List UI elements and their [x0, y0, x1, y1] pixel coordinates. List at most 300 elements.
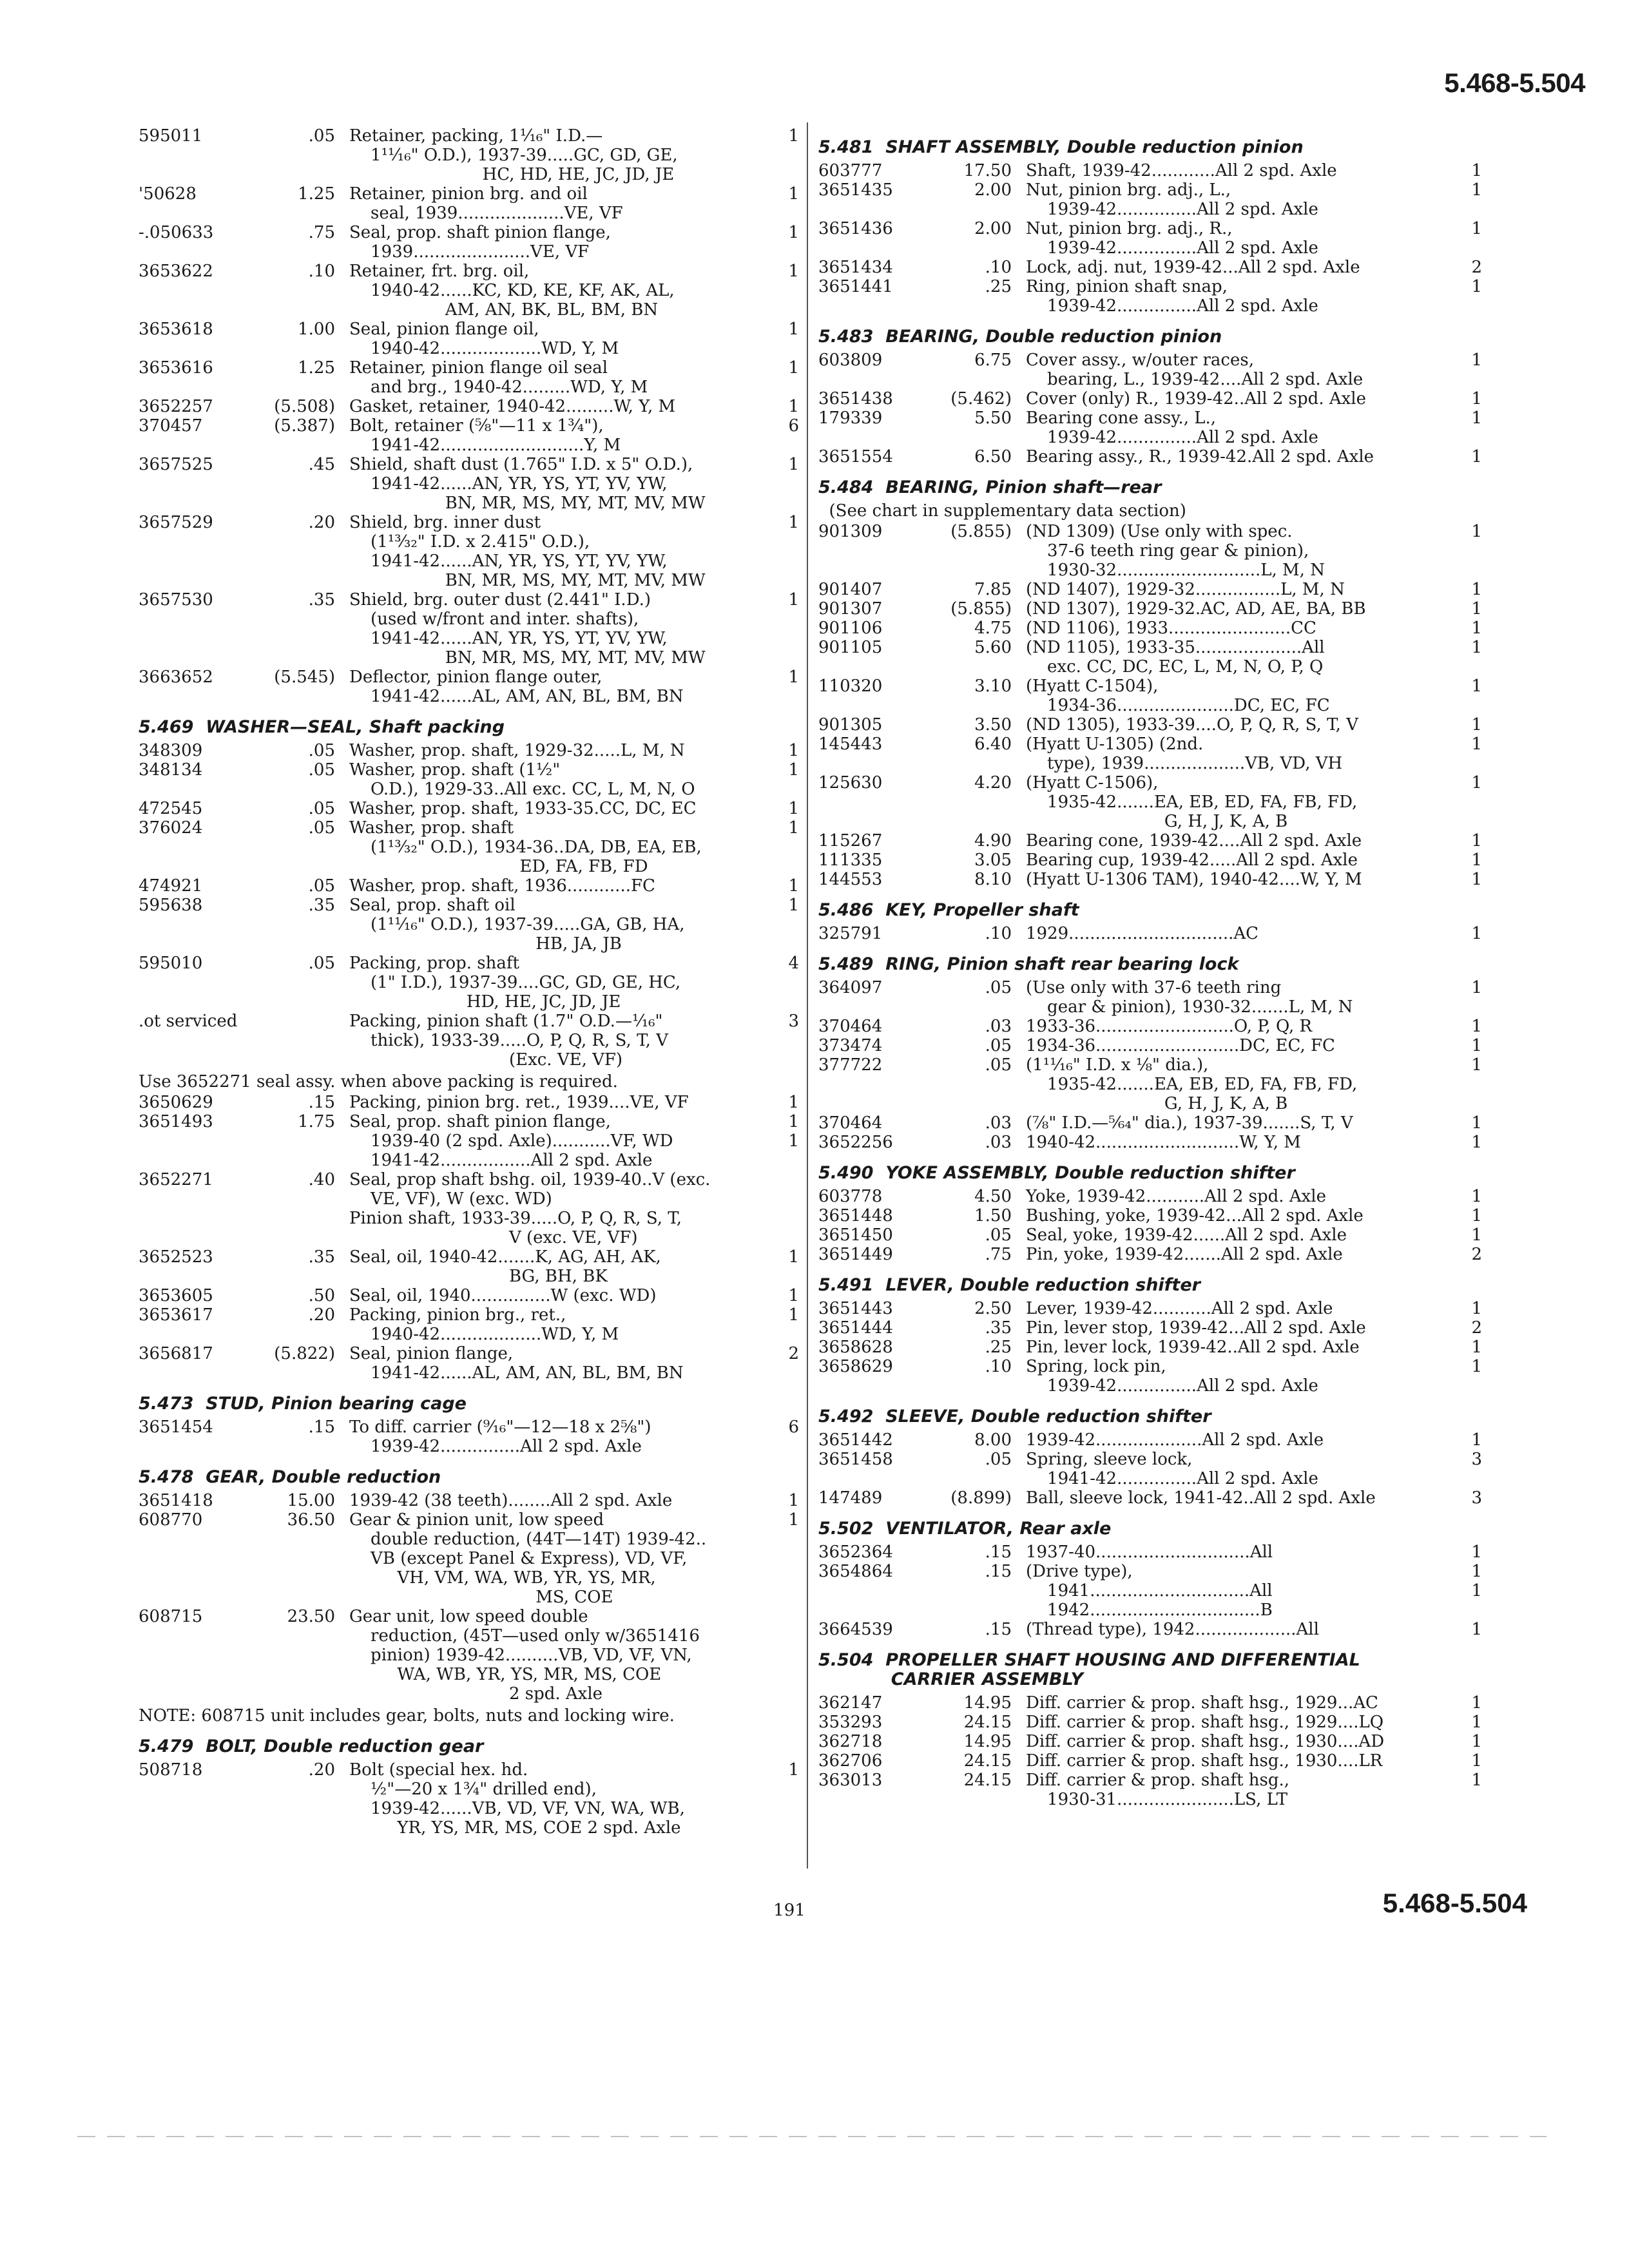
price: (8.899) [950, 1488, 1012, 1508]
part-number: -.050633 [139, 223, 214, 242]
description: 1939-42....................All 2 spd. Axle [1026, 1430, 1324, 1450]
quantity: 6 [788, 1418, 799, 1437]
price: .45 [308, 455, 335, 474]
parts-row [818, 389, 1482, 408]
parts-row [818, 1225, 1482, 1245]
parts-row [139, 818, 799, 876]
price: 14.95 [963, 1732, 1012, 1751]
part-number: 3651438 [818, 389, 893, 408]
parts-row [139, 358, 799, 397]
price: 23.50 [287, 1607, 335, 1626]
parts-row [139, 1093, 799, 1112]
price: .35 [308, 1247, 335, 1267]
description: (Drive type), 1941..............................All 1942................................B [1026, 1562, 1273, 1620]
section-heading: 5.491 LEVER, Double reduction shifter [818, 1275, 1200, 1295]
parts-row [818, 619, 1482, 638]
part-number: 3657529 [139, 513, 213, 532]
price: .05 [308, 876, 335, 896]
price: 14.95 [963, 1693, 1012, 1713]
description: Gear & pinion unit, low speed double reduction, (44T—14T) 1939-42.. VB (except Panel & Express), VD, VF, VH, VM, WA, WB, YR, YS, MR, MS, COE [349, 1510, 707, 1607]
price: 15.00 [287, 1491, 335, 1510]
quantity: 1 [1471, 1430, 1482, 1450]
quantity: 1 1 [788, 1112, 799, 1151]
parts-row [818, 1732, 1482, 1751]
description: Gear unit, low speed double reduction, (45T—used only w/3651416 pinion) 1939-42..........VB, VD, VF, VN, WA, WB, YR, YS, MR, MS, COE 2 spd. Axle [349, 1607, 700, 1704]
description: Pin, lever lock, 1939-42..All 2 spd. Axle [1026, 1338, 1360, 1357]
price: .03 [985, 1017, 1012, 1036]
part-number: 3651450 [818, 1225, 893, 1245]
description: Retainer, pinion brg. and oil seal, 1939....................VE, VF [349, 184, 623, 223]
part-number: 3650629 [139, 1093, 213, 1112]
part-number: 370464 [818, 1017, 883, 1036]
section-heading: 5.489 RING, Pinion shaft rear bearing lock [818, 954, 1239, 974]
part-number: 353293 [818, 1713, 883, 1732]
parts-row [139, 954, 799, 1012]
parts-row [818, 1751, 1482, 1771]
price: (5.387) [274, 416, 335, 436]
parts-row [139, 455, 799, 513]
catalog-note: Use 3652271 seal assy. when above packing is required. [139, 1072, 618, 1091]
price: 2.50 [974, 1299, 1012, 1318]
parts-row [818, 1713, 1482, 1732]
parts-row [139, 320, 799, 358]
price: (5.545) [274, 668, 335, 687]
description: 1929...............................AC [1026, 924, 1259, 943]
part-number: 362706 [818, 1751, 883, 1771]
description: Seal, pinion flange oil, 1940-42...................WD, Y, M [349, 320, 619, 358]
quantity: 1 [788, 513, 799, 532]
quantity: 4 [788, 954, 799, 973]
parts-row [818, 850, 1482, 870]
quantity: 3 [1471, 1488, 1482, 1508]
quantity: 1 [1471, 1751, 1482, 1771]
quantity: 1 [1471, 1338, 1482, 1357]
scan-edge-line [77, 2136, 1547, 2137]
part-number: 3657525 [139, 455, 213, 474]
quantity: 1 [1471, 831, 1482, 850]
price: 3.05 [974, 850, 1012, 870]
price: .03 [985, 1133, 1012, 1152]
quantity: 1 [1471, 219, 1482, 238]
parts-row [818, 1338, 1482, 1357]
description: Shield, brg. outer dust (2.441" I.D.) (used w/front and inter. shafts), 1941-42......AN, YR, YS, YT, YV, YW, BN, MR, MS, MY, MT, MV, MW [349, 590, 706, 668]
price: .05 [308, 760, 335, 780]
part-number: 3663652 [139, 668, 213, 687]
price: .03 [985, 1113, 1012, 1133]
price: 1.50 [974, 1206, 1012, 1225]
parts-row [139, 416, 799, 455]
description: Washer, prop. shaft (1½" O.D.), 1929-33..All exc. CC, L, M, N, O [349, 760, 695, 799]
description: 1939-42 (38 teeth)........All 2 spd. Axle [349, 1491, 673, 1510]
parts-row [139, 1344, 799, 1383]
description: (ND 1105), 1933-35....................All exc. CC, DC, EC, L, M, N, O, P, Q [1026, 638, 1325, 677]
price: .35 [308, 896, 335, 915]
quantity: 1 [788, 1305, 799, 1325]
price: 2.00 [974, 219, 1012, 238]
quantity: 1 [788, 818, 799, 838]
part-number: 325791 [818, 924, 883, 943]
price: .10 [985, 924, 1012, 943]
parts-row [139, 262, 799, 320]
price: .25 [985, 277, 1012, 296]
parts-row [139, 1760, 799, 1838]
description: Packing, pinion brg. ret., 1939....VE, VF [349, 1093, 689, 1112]
description: Seal, prop. shaft pinion flange, 1939......................VE, VF [349, 223, 611, 262]
part-number: 125630 [818, 773, 883, 793]
part-number: 901407 [818, 580, 883, 599]
part-number: 901105 [818, 638, 883, 657]
parts-row [818, 1133, 1482, 1152]
price: .20 [308, 513, 335, 532]
quantity: 1 [788, 1286, 799, 1305]
part-number: 3653616 [139, 358, 213, 378]
price: .05 [308, 954, 335, 973]
quantity: 1 [1471, 389, 1482, 408]
quantity: 3 [1471, 1450, 1482, 1469]
part-number: 373474 [818, 1036, 883, 1055]
price: 8.10 [974, 870, 1012, 889]
description: Bolt, retainer (⁵⁄₈"—11 x 1¾"), 1941-42...........................Y, M [349, 416, 621, 455]
price: .20 [308, 1305, 335, 1325]
parts-row [818, 219, 1482, 258]
part-number: 474921 [139, 876, 203, 896]
quantity: 2 [1471, 1318, 1482, 1338]
quantity: 1 [1471, 924, 1482, 943]
quantity: 1 [1471, 1206, 1482, 1225]
quantity: 1 [1471, 1225, 1482, 1245]
part-number: 901305 [818, 715, 883, 735]
price: .05 [985, 978, 1012, 997]
quantity: 1 [1471, 870, 1482, 889]
part-number: 3653618 [139, 320, 213, 339]
description: Packing, pinion brg., ret., 1940-42...................WD, Y, M [349, 1305, 619, 1344]
part-number: 901309 [818, 522, 883, 541]
part-number: 3654864 [818, 1562, 893, 1581]
price: .15 [308, 1093, 335, 1112]
price: 4.50 [974, 1187, 1012, 1206]
price: 1.25 [298, 358, 335, 378]
parts-row [139, 513, 799, 590]
part-number: .ot serviced [139, 1012, 238, 1031]
parts-row [818, 599, 1482, 619]
part-number: 3653605 [139, 1286, 213, 1305]
part-number: 3651435 [818, 180, 893, 200]
parts-row [818, 773, 1482, 831]
section-heading: 5.481 SHAFT ASSEMBLY, Double reduction pinion [818, 137, 1304, 157]
description: Pin, lever stop, 1939-42...All 2 spd. Axle [1026, 1318, 1366, 1338]
part-number: 3653617 [139, 1305, 213, 1325]
description: Seal, yoke, 1939-42......All 2 spd. Axle [1026, 1225, 1347, 1245]
description: Packing, prop. shaft (1" I.D.), 1937-39....GC, GD, GE, HC, HD, HE, JC, JD, JE [349, 954, 681, 1012]
part-number: 3651449 [818, 1245, 893, 1264]
description: Lock, adj. nut, 1939-42...All 2 spd. Axle [1026, 258, 1360, 277]
quantity: 1 [1471, 180, 1482, 200]
quantity: 3 [788, 1012, 799, 1031]
part-number: 595638 [139, 896, 203, 915]
description: Cover assy., w/outer races, bearing, L., 1939-42....All 2 spd. Axle [1026, 351, 1364, 389]
part-number: 595010 [139, 954, 203, 973]
price: 5.60 [974, 638, 1012, 657]
part-number: 362718 [818, 1732, 883, 1751]
parts-row [139, 1112, 799, 1170]
price: 5.50 [974, 408, 1012, 428]
price: .40 [308, 1170, 335, 1189]
parts-row [818, 1488, 1482, 1508]
description: Diff. carrier & prop. shaft hsg., 1930....LR [1026, 1751, 1383, 1771]
price: .15 [985, 1620, 1012, 1639]
part-number: 3651441 [818, 277, 893, 296]
description: Seal, prop. shaft oil (1¹¹⁄₁₆" O.D.), 1937-39.....GA, GB, HA, HB, JA, JB [349, 896, 685, 954]
price: 4.20 [974, 773, 1012, 793]
quantity: 1 [1471, 619, 1482, 638]
description: Diff. carrier & prop. shaft hsg., 1930-31......................LS, LT [1026, 1771, 1290, 1809]
quantity: 1 [1471, 522, 1482, 541]
price: .05 [308, 799, 335, 818]
part-number: 603777 [818, 161, 883, 180]
price: .05 [308, 741, 335, 760]
description: Shield, brg. inner dust (1¹³⁄₃₂" I.D. x 2.415" O.D.), 1941-42......AN, YR, YS, YT, YV, YW, BN, MR, MS, MY, MT, MV, MW [349, 513, 706, 590]
description: To diff. carrier (⁹⁄₁₆"—12—18 x 2⅝") 1939-42...............All 2 spd. Axle [349, 1418, 651, 1456]
section-heading: 5.504 PROPELLER SHAFT HOUSING AND DIFFERENTIAL CARRIER ASSEMBLY [818, 1650, 1360, 1689]
parts-row [139, 668, 799, 706]
description: (ND 1305), 1933-39....O, P, Q, R, S, T, V [1026, 715, 1358, 735]
quantity: 1 [1471, 1113, 1482, 1133]
price: 1.00 [298, 320, 335, 339]
quantity: 2 [788, 1344, 799, 1363]
price: 8.00 [974, 1430, 1012, 1450]
price: .25 [985, 1338, 1012, 1357]
price: 4.90 [974, 831, 1012, 850]
part-number: 3664539 [818, 1620, 893, 1639]
part-number: 3652257 [139, 397, 213, 416]
description: Nut, pinion brg. adj., R., 1939-42...............All 2 spd. Axle [1026, 219, 1318, 258]
quantity: 6 [788, 416, 799, 436]
description: Bearing assy., R., 1939-42.All 2 spd. Axle [1026, 447, 1374, 466]
description: Packing, pinion shaft (1.7" O.D.—¹⁄₁₆" thick), 1933-39.....O, P, Q, R, S, T, V (Exc. VE, VF) [349, 1012, 668, 1070]
price: .35 [985, 1318, 1012, 1338]
quantity: 1 [788, 590, 799, 610]
part-number: 3658629 [818, 1357, 893, 1376]
quantity: 1 [1471, 978, 1482, 997]
part-number: 3651436 [818, 219, 893, 238]
description: Retainer, frt. brg. oil, 1940-42......KC, KD, KE, KF, AK, AL, AM, AN, BK, BL, BM, BN [349, 262, 675, 320]
quantity: 1 [788, 455, 799, 474]
quantity: 1 [788, 876, 799, 896]
part-number: 370457 [139, 416, 203, 436]
description: Seal, prop. shaft pinion flange, 1939-40 (2 spd. Axle)...........VF, WD 1941-42.................All 2 spd. Axle [349, 1112, 673, 1170]
parts-row [818, 1450, 1482, 1488]
description: (Use only with 37-6 teeth ring gear & pinion), 1930-32.......L, M, N [1026, 978, 1353, 1017]
quantity: 1 [1471, 677, 1482, 696]
parts-row [139, 760, 799, 799]
section-heading: 5.479 BOLT, Double reduction gear [139, 1736, 484, 1756]
section-heading: 5.469 WASHER—SEAL, Shaft packing [139, 717, 505, 737]
quantity: 1 [788, 668, 799, 687]
description: Pin, yoke, 1939-42.......All 2 spd. Axle [1026, 1245, 1343, 1264]
parts-row [818, 1771, 1482, 1809]
parts-row [139, 223, 799, 262]
description: (ND 1407), 1929-32................L, M, N [1026, 580, 1345, 599]
parts-row [139, 1012, 799, 1070]
part-number: 3652271 [139, 1170, 213, 1189]
part-number: 376024 [139, 818, 203, 838]
price: .15 [985, 1562, 1012, 1581]
part-number: 508718 [139, 1760, 203, 1780]
description: Bolt (special hex. hd. ½"—20 x 1¾" drilled end), 1939-42......VB, VD, VF, VN, WA, WB, YR, YS, MR, MS, COE 2 spd. Axle [349, 1760, 685, 1838]
price: .15 [985, 1542, 1012, 1562]
price: .10 [308, 262, 335, 281]
quantity: 1 [1471, 408, 1482, 428]
part-number: '50628 [139, 184, 197, 204]
description: (ND 1106), 1933.......................CC [1026, 619, 1316, 638]
price: 24.15 [963, 1751, 1012, 1771]
price: .05 [985, 1036, 1012, 1055]
description: Retainer, packing, 1¹⁄₁₆" I.D.— 1¹¹⁄₁₆" O.D.), 1937-39.....GC, GD, GE, HC, HD, HE, JC, JD, JE [349, 126, 678, 184]
description: Yoke, 1939-42...........All 2 spd. Axle [1026, 1187, 1326, 1206]
quantity: 1 [1471, 1299, 1482, 1318]
price: 1.75 [298, 1112, 335, 1131]
price: .05 [308, 818, 335, 838]
section-heading: 5.502 VENTILATOR, Rear axle [818, 1519, 1112, 1539]
parts-row [139, 126, 799, 184]
description: Spring, sleeve lock, 1941-42...............All 2 spd. Axle [1026, 1450, 1318, 1488]
part-number: 595011 [139, 126, 203, 146]
section-heading: 5.484 BEARING, Pinion shaft—rear [818, 477, 1162, 497]
description: Cover (only) R., 1939-42..All 2 spd. Axle [1026, 389, 1366, 408]
parts-row [818, 1036, 1482, 1055]
part-number: 3651554 [818, 447, 893, 466]
description: (Thread type), 1942...................All [1026, 1620, 1319, 1639]
parts-row [818, 924, 1482, 943]
quantity: 1 [1471, 1542, 1482, 1562]
quantity: 1 [1471, 599, 1482, 619]
price: .10 [985, 258, 1012, 277]
description: Seal, oil, 1940...............W (exc. WD) [349, 1286, 657, 1305]
part-number: 3651442 [818, 1430, 893, 1450]
part-number: 901307 [818, 599, 883, 619]
price: 7.85 [974, 580, 1012, 599]
right-column [818, 126, 1482, 1809]
part-number: 3651444 [818, 1318, 893, 1338]
price: 2.00 [974, 180, 1012, 200]
quantity: 1 [1471, 1036, 1482, 1055]
parts-row [818, 1113, 1482, 1133]
quantity: 1 [788, 358, 799, 378]
parts-row [818, 870, 1482, 889]
catalog-note: NOTE: 608715 unit includes gear, bolts, nuts and locking wire. [139, 1706, 675, 1725]
description: Diff. carrier & prop. shaft hsg., 1930....AD [1026, 1732, 1385, 1751]
part-number: 3651454 [139, 1418, 213, 1437]
description: Bearing cup, 1939-42.....All 2 spd. Axle [1026, 850, 1358, 870]
quantity: 1 [788, 1491, 799, 1510]
page-range-header: 5.468-5.504 [1444, 68, 1585, 98]
description: 1934-36...........................DC, EC, FC [1026, 1036, 1335, 1055]
description: Bearing cone, 1939-42....All 2 spd. Axle [1026, 831, 1362, 850]
price: 24.15 [963, 1713, 1012, 1732]
part-number: 3656817 [139, 1344, 213, 1363]
description: Diff. carrier & prop. shaft hsg., 1929....LQ [1026, 1713, 1384, 1732]
part-number: 348309 [139, 741, 203, 760]
section-heading: 5.473 STUD, Pinion bearing cage [139, 1394, 467, 1414]
description: Bearing cone assy., L., 1939-42...............All 2 spd. Axle [1026, 408, 1318, 447]
part-number: 111335 [818, 850, 883, 870]
part-number: 363013 [818, 1771, 883, 1790]
parts-row [818, 1187, 1482, 1206]
parts-row [818, 638, 1482, 677]
quantity: 1 [788, 397, 799, 416]
part-number: 472545 [139, 799, 203, 818]
parts-row [818, 1357, 1482, 1396]
price: (5.855) [950, 599, 1012, 619]
parts-row [818, 408, 1482, 447]
price: 6.40 [974, 735, 1012, 754]
parts-row [818, 1620, 1482, 1639]
price: .20 [308, 1760, 335, 1780]
quantity: 1 [1471, 1771, 1482, 1790]
quantity: 1 [788, 741, 799, 760]
part-number: 3651418 [139, 1491, 213, 1510]
part-number: 3651434 [818, 258, 893, 277]
description: Diff. carrier & prop. shaft hsg., 1929...AC [1026, 1693, 1378, 1713]
parts-row [818, 258, 1482, 277]
description: 1937-40.............................All [1026, 1542, 1273, 1562]
description: (Hyatt C-1506), 1935-42.......EA, EB, ED, FA, FB, FD, G, H, J, K, A, B [1026, 773, 1358, 831]
description: Lever, 1939-42...........All 2 spd. Axle [1026, 1299, 1333, 1318]
parts-row [818, 1055, 1482, 1113]
quantity: 1 [788, 1247, 799, 1267]
part-number: 3652523 [139, 1247, 213, 1267]
price: .35 [308, 590, 335, 610]
part-number: 3653622 [139, 262, 213, 281]
description: Seal, pinion flange, 1941-42......AL, AM, AN, BL, BM, BN [349, 1344, 684, 1383]
parts-row [818, 277, 1482, 316]
parts-row [818, 1318, 1482, 1338]
quantity: 1 [788, 262, 799, 281]
quantity: 1 [1471, 1133, 1482, 1152]
quantity: 1 [788, 799, 799, 818]
description: (Hyatt U-1305) (2nd. type), 1939...................VB, VD, VH [1026, 735, 1343, 773]
part-number: 603778 [818, 1187, 883, 1206]
part-number: 901106 [818, 619, 883, 638]
part-number: 179339 [818, 408, 883, 428]
description: Washer, prop. shaft, 1933-35.CC, DC, EC [349, 799, 697, 818]
price: 17.50 [963, 161, 1012, 180]
description: Spring, lock pin, 1939-42...............All 2 spd. Axle [1026, 1357, 1318, 1396]
quantity: 1 [1471, 735, 1482, 754]
quantity: 1 [1471, 850, 1482, 870]
parts-row [139, 590, 799, 668]
price: .10 [985, 1357, 1012, 1376]
price: 3.10 [974, 677, 1012, 696]
part-number: 603809 [818, 351, 883, 370]
description: (ND 1307), 1929-32.AC, AD, AE, BA, BB [1026, 599, 1366, 619]
section-heading: 5.478 GEAR, Double reduction [139, 1467, 441, 1487]
description: Shield, shaft dust (1.765" I.D. x 5" O.D.), 1941-42......AN, YR, YS, YT, YV, YW, BN, MR, MS, MY, MT, MV, MW [349, 455, 706, 513]
part-number: 3652364 [818, 1542, 893, 1562]
price: .05 [985, 1225, 1012, 1245]
parts-row [818, 978, 1482, 1017]
description: Seal, prop shaft bshg. oil, 1939-40..V (exc. VE, VF), W (exc. WD) Pinion shaft, 1933-39.....O, P, Q, R, S, T, V (exc. VE, VF) [349, 1170, 711, 1247]
part-number: 115267 [818, 831, 883, 850]
description: Shaft, 1939-42............All 2 spd. Axle [1026, 161, 1337, 180]
description: 1940-42...........................W, Y, M [1026, 1133, 1301, 1152]
parts-row [818, 1693, 1482, 1713]
parts-row [139, 1510, 799, 1607]
description: Washer, prop. shaft (1¹³⁄₃₂" O.D.), 1934-36..DA, DB, EA, EB, ED, FA, FB, FD [349, 818, 702, 876]
parts-row [818, 1542, 1482, 1562]
quantity: 1 [1471, 277, 1482, 296]
quantity: 1 [1471, 1732, 1482, 1751]
